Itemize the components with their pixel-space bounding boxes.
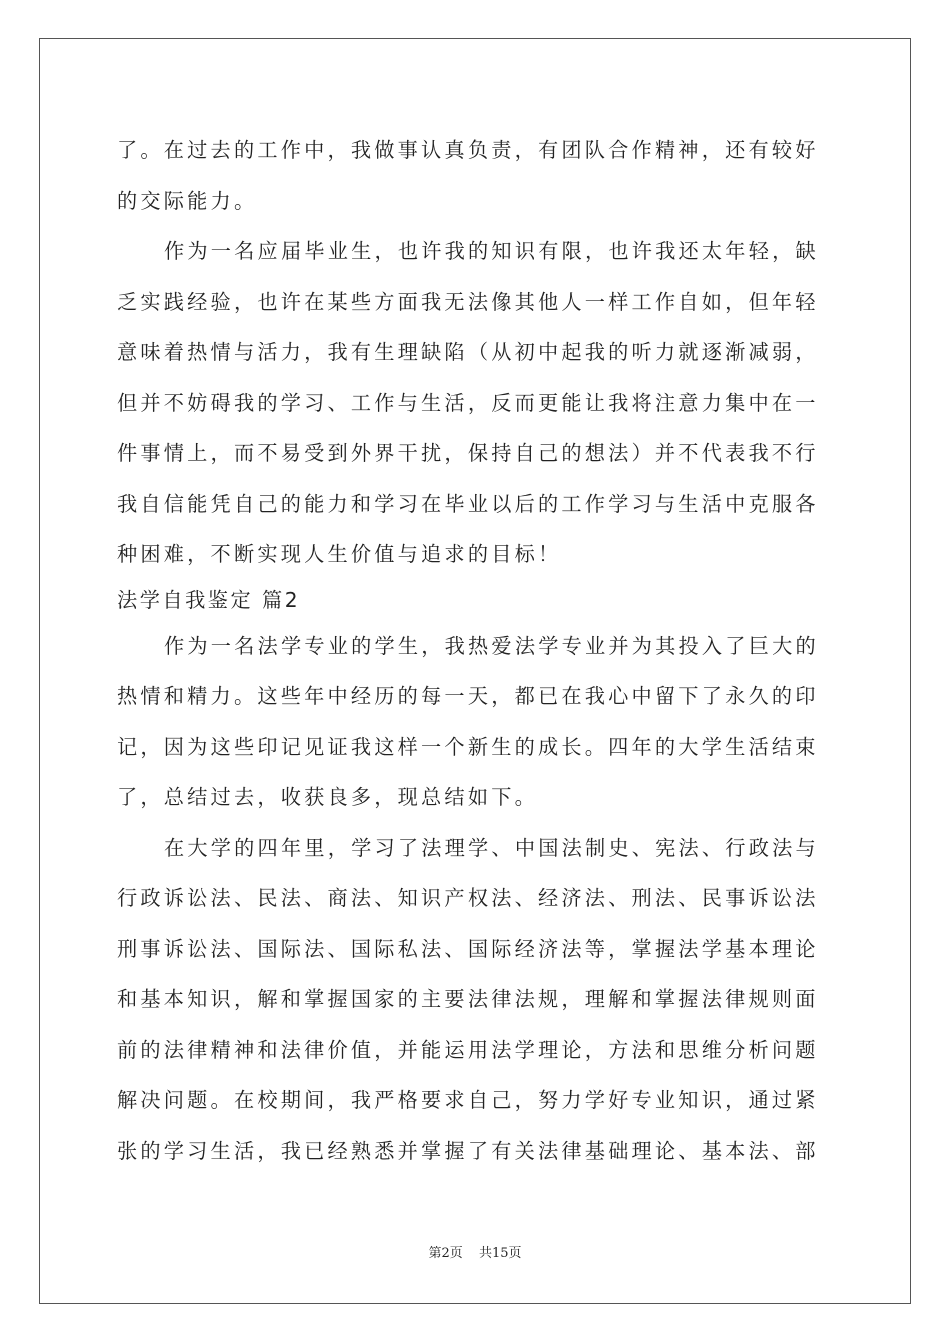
text-line: 前的法律精神和法律价值，并能运用法学理论，方法和思维分析问题 (117, 1037, 819, 1062)
text-line: 记，因为这些印记见证我这样一个新生的成长。四年的大学生活结束 (117, 734, 819, 759)
text-line: 的交际能力。 (117, 188, 258, 213)
text-line: 作为一名应届毕业生，也许我的知识有限，也许我还太年轻，缺 (164, 239, 819, 263)
text-line: 作为一名法学专业的学生，我热爱法学专业并为其投入了巨大的 (164, 633, 819, 658)
text-line: 解决问题。在校期间，我严格要求自己，努力学好专业知识，通过紧 (117, 1088, 819, 1112)
page-footer (0, 1242, 950, 1261)
text-line: 了。在过去的工作中，我做事认真负责，有团队合作精神，还有较好 (117, 138, 819, 162)
text-line: 乏实践经验，也许在某些方面我无法像其他人一样工作自如，但年轻 (117, 289, 819, 314)
text-line: 种困难，不断实现人生价值与追求的目标！ (117, 542, 562, 566)
page-number: 第2页 (428, 1246, 463, 1261)
text-line: 张的学习生活，我已经熟悉并掌握了有关法律基础理论、基本法、部 (117, 1138, 819, 1163)
text-line: 在大学的四年里，学习了法理学、中国法制史、宪法、行政法与 (164, 835, 819, 860)
document-body (117, 125, 833, 1176)
text-line: 行政诉讼法、民法、商法、知识产权法、经济法、刑法、民事诉讼法 (117, 886, 819, 910)
text-line: 我自信能凭自己的能力和学习在毕业以后的工作学习与生活中克服各 (117, 491, 819, 516)
page-total: 共15页 (478, 1246, 522, 1261)
text-line: 和基本知识，解和掌握国家的主要法律法规，理解和掌握法律规则面 (117, 987, 819, 1011)
section-heading: 法学自我鉴定 篇2 (117, 587, 301, 612)
text-line: 但并不妨碍我的学习、工作与生活，反而更能让我将注意力集中在一 (117, 390, 819, 415)
text-line: 了，总结过去，收获良多，现总结如下。 (117, 785, 538, 809)
text-line: 刑事诉讼法、国际法、国际私法、国际经济法等，掌握法学基本理论 (117, 936, 819, 961)
text-line: 意味着热情与活力，我有生理缺陷（从初中起我的听力就逐渐减弱， (117, 340, 819, 364)
text-line: 热情和精力。这些年中经历的每一天，都已在我心中留下了永久的印 (117, 684, 819, 708)
text-line: 件事情上，而不易受到外界干扰，保持自己的想法）并不代表我不行 (117, 441, 819, 465)
